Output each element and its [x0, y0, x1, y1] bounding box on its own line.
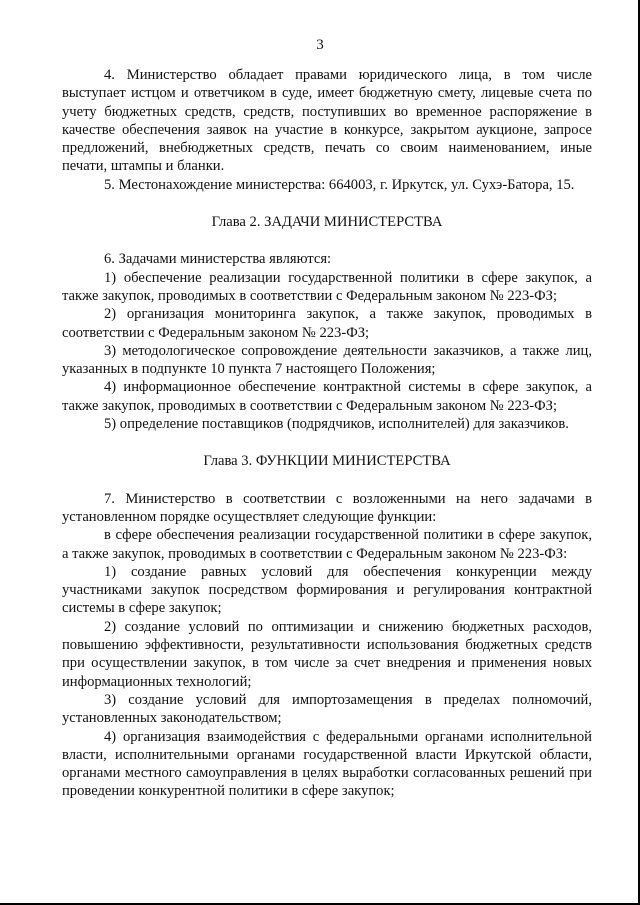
- paragraph-6: 6. Задачами министерства являются:: [104, 251, 332, 268]
- function-item-1: 1) создание равных условий для обеспечения конкуренции между участниками закупок посредством формирования и регулирования контрактной системы в сфере закупок;: [62, 563, 592, 617]
- paragraph-4: 4. Министерство обладает правами юридического лица, в том числе выступает истцом и ответчиком в суде, имеет бюджетную смету, лицевые счета по учету бюджетных средств, средств, поступивших во временное распоряжение в качестве обеспечения заявок на участие в конкурсе, закрытом аукционе, запросе предложений, внебюджетных средств, печать со своим наименованием, иные печати, штампы и бланки.: [62, 67, 592, 175]
- page-number: 3: [316, 37, 324, 53]
- document-body: [62, 66, 592, 801]
- paragraph-5: 5. Местонахождение министерства: 664003, г. Иркутск, ул. Сухэ-Батора, 15.: [104, 176, 575, 193]
- chapter-2-heading: Глава 2. ЗАДАЧИ МИНИСТЕРСТВА: [211, 214, 443, 231]
- function-item-2: 2) создание условий по оптимизации и снижению бюджетных расходов, повышению эффективности, результативности использования бюджетных средств при осуществлении закупок, в том числе за счет внедрения и применения новых информационных технологий;: [62, 618, 592, 690]
- function-intro: в сфере обеспечения реализации государственной политики в сфере закупок, а также закупок, проводимых в соответствии с Федеральным законом № 223-ФЗ:: [62, 527, 592, 562]
- task-item-1: 1) обеспечение реализации государственной политики в сфере закупок, а также закупок, проводимых в соответствии с Федеральным законом № 223-ФЗ;: [62, 269, 592, 304]
- task-item-3: 3) методологическое сопровождение деятельности заказчиков, а также лиц, указанных в подпункте 10 пункта 7 настоящего Положения;: [62, 342, 592, 378]
- function-item-4: 4) организация взаимодействия с федеральными органами исполнительной власти, исполнительными органами государственной власти Иркутской области, органами местного самоуправления в целях выработки согласованных решений при проведении конкурентной политики в сфере закупок;: [62, 728, 592, 800]
- paragraph-7: 7. Министерство в соответствии с возложенными на него задачами в установленном порядке осуществляет следующие функции:: [62, 490, 592, 525]
- chapter-3-heading: Глава 3. ФУНКЦИИ МИНИСТЕРСТВА: [203, 453, 451, 470]
- function-item-3: 3) создание условий для импортозамещения в пределах полномочий, установленных законодательством;: [62, 691, 592, 727]
- task-item-5: 5) определение поставщиков (подрядчиков, исполнителей) для заказчиков.: [104, 416, 569, 433]
- task-item-4: 4) информационное обеспечение контрактной системы в сфере закупок, а также закупок, проводимых в соответствии с Федеральным законом № 223-ФЗ;: [62, 379, 592, 414]
- task-item-2: 2) организация мониторинга закупок, а также закупок, проводимых в соответствии с Федеральным законом № 223-ФЗ;: [62, 306, 592, 341]
